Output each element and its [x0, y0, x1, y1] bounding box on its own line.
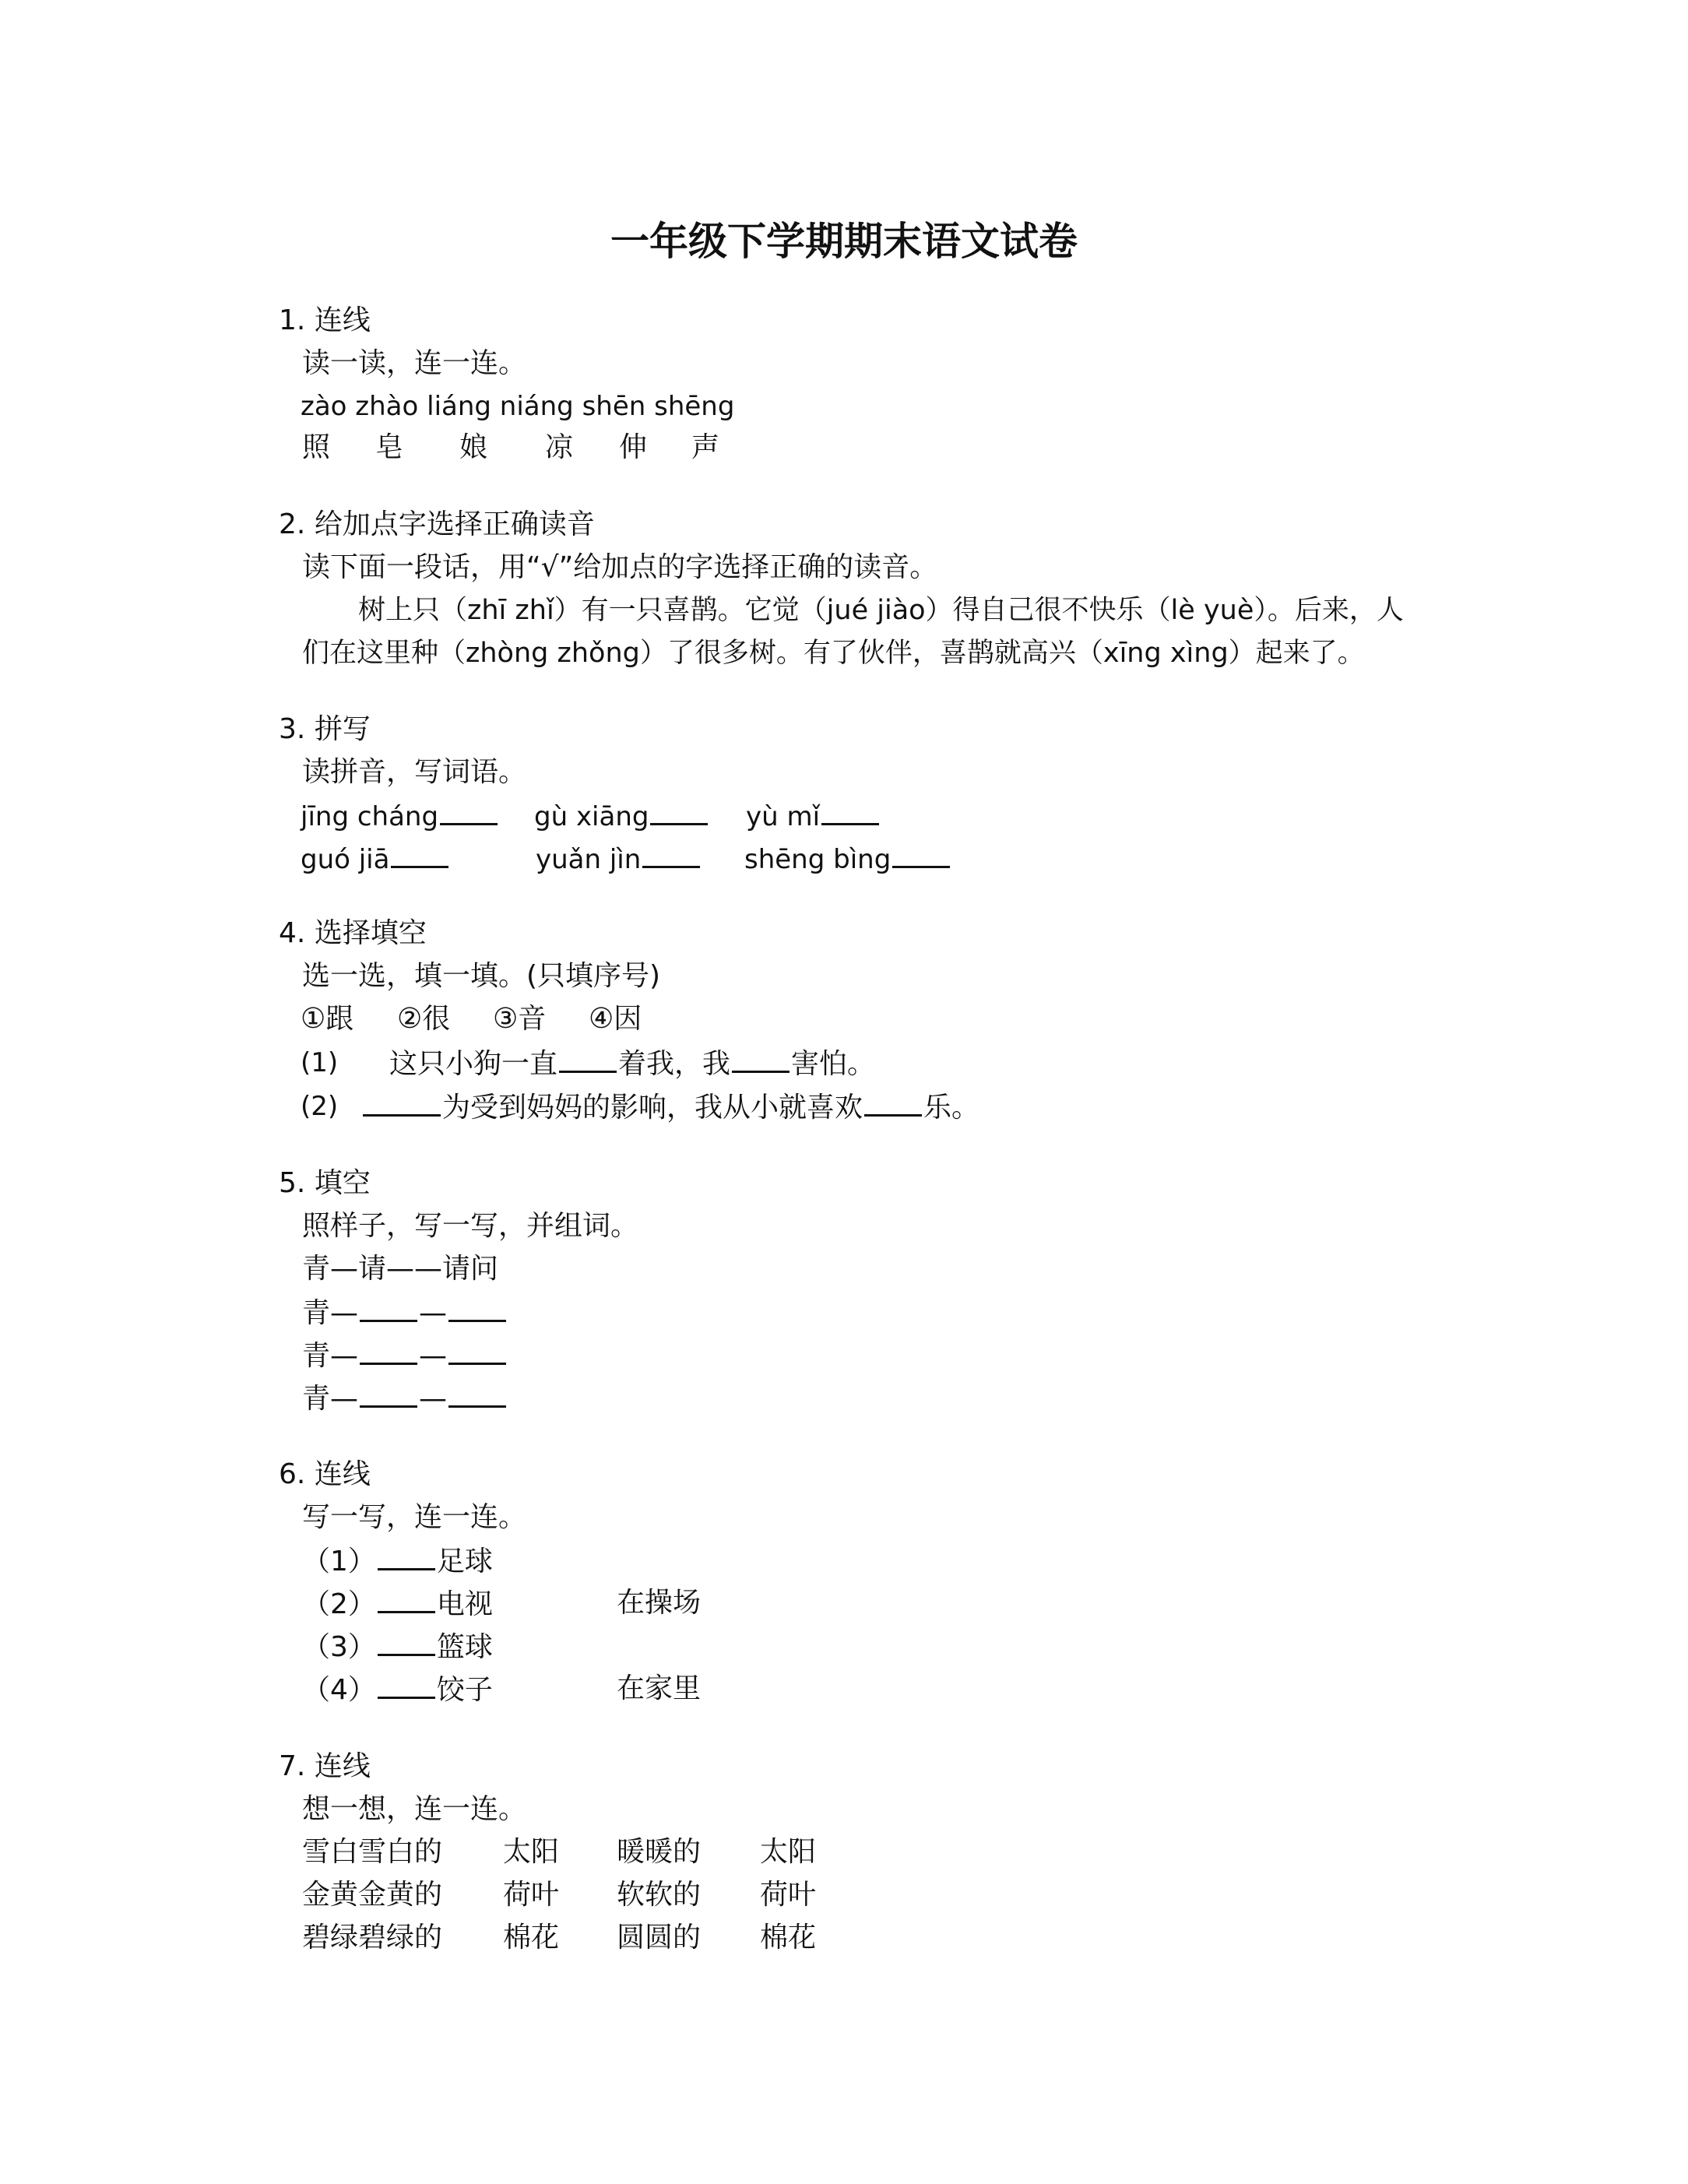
q5-heading: 填空: [314, 1167, 371, 1199]
q4-sentence-2-part-b: 乐。: [923, 1092, 980, 1124]
q3-item-5: [536, 839, 702, 878]
q6-header: [279, 1456, 371, 1493]
q6-item-4: [302, 1670, 493, 1709]
q2-heading: 给加点字选择正确读音: [314, 508, 595, 540]
q7-instruction: 想一想，连一连。: [302, 1793, 527, 1825]
q4-instruction: 选一选，填一填。(只填序号): [302, 960, 661, 992]
q1-char-2: 皂: [375, 431, 404, 463]
q4-header: [279, 915, 427, 952]
q6-item-3-blank[interactable]: [378, 1627, 435, 1656]
q4-number: 4.: [279, 917, 306, 949]
q5-line-3: [302, 1379, 508, 1418]
q7-row-2-col-1: 金黄金黄的: [302, 1879, 443, 1911]
q6-place-2: 在家里: [617, 1672, 702, 1704]
q6-item-4-blank[interactable]: [378, 1670, 435, 1699]
q5-line-3-blank-2[interactable]: [448, 1379, 506, 1408]
q4-sentence-1-part-b: 着我，我: [618, 1048, 731, 1080]
q1-char-6: 声: [691, 431, 720, 463]
q7-row-2-col-2: 荷叶: [503, 1879, 560, 1911]
q3-header: [279, 711, 371, 748]
q6-item-2: [302, 1584, 493, 1623]
q1-instruction: 读一读，连一连。: [302, 347, 527, 379]
q6-item-3-number: （3）: [302, 1631, 376, 1663]
q7-row-1-col-3: 暖暖的: [617, 1836, 702, 1868]
q7-row-3-col-4: 棉花: [760, 1922, 817, 1954]
q5-line-1-blank-1[interactable]: [360, 1293, 417, 1322]
q6-item-1: [302, 1542, 493, 1581]
q3-item-5-pinyin: yuǎn jìn: [536, 844, 642, 875]
q7-row-3-col-1: 碧绿碧绿的: [302, 1922, 443, 1954]
q4-sentence-1-blank-1[interactable]: [559, 1044, 617, 1073]
q5-line-3-dash: —: [419, 1383, 448, 1415]
q6-item-4-number: （4）: [302, 1674, 376, 1706]
q4-sentence-2: [361, 1088, 979, 1127]
q4-sentence-2-blank-1[interactable]: [363, 1088, 441, 1117]
q3-item-5-blank[interactable]: [642, 839, 700, 868]
q6-item-1-number: （1）: [302, 1546, 376, 1577]
q2-instruction: 读下面一段话，用“√”给加点的字选择正确的读音。: [302, 551, 938, 583]
q4-option-3: ③音: [493, 1003, 547, 1035]
q5-line-2: [302, 1336, 508, 1375]
q5-line-1-blank-2[interactable]: [448, 1293, 506, 1322]
q2-paragraph-line-2: 们在这里种（zhòng zhǒng）了很多树。有了伙伴，喜鹊就高兴（xīng xìng）起来了。: [302, 638, 1365, 669]
q7-number: 7.: [279, 1750, 306, 1782]
q3-item-3-blank[interactable]: [821, 797, 879, 825]
q4-sentence-1-number: (1): [301, 1047, 339, 1078]
q3-item-3-pinyin: yù mǐ: [746, 801, 821, 832]
q7-row-1-col-4: 太阳: [760, 1836, 817, 1868]
q3-item-2-blank[interactable]: [650, 797, 708, 825]
q7-row-3-col-3: 圆圆的: [617, 1922, 702, 1954]
q6-item-1-blank[interactable]: [378, 1542, 435, 1570]
q6-item-2-number: （2）: [302, 1588, 376, 1620]
q6-place-1: 在操场: [617, 1587, 702, 1619]
q3-item-6-blank[interactable]: [892, 839, 950, 868]
q3-number: 3.: [279, 713, 306, 745]
q7-row-3-col-2: 棉花: [503, 1922, 560, 1954]
q6-item-3: [302, 1627, 493, 1666]
q3-item-6: [744, 839, 951, 878]
q5-line-3-blank-1[interactable]: [360, 1379, 417, 1408]
q4-option-4: ④因: [589, 1003, 642, 1035]
q4-sentence-2-blank-2[interactable]: [864, 1088, 922, 1117]
q4-sentence-2-part-a: 为受到妈妈的影响，我从小就喜欢: [442, 1092, 863, 1124]
q2-header: [279, 506, 595, 543]
q6-heading: 连线: [314, 1458, 371, 1490]
q6-instruction: 写一写，连一连。: [302, 1501, 527, 1533]
q6-item-2-word: 电视: [436, 1588, 493, 1620]
q6-number: 6.: [279, 1458, 306, 1490]
q4-sentence-1-part-a: 这只小狗一直: [389, 1048, 558, 1080]
q1-char-5: 伸: [619, 431, 648, 463]
q5-example: 青—请——请问: [302, 1253, 499, 1285]
q3-item-3: [746, 797, 881, 835]
q4-heading: 选择填空: [314, 917, 427, 949]
q1-char-4: 凉: [545, 431, 574, 463]
q4-option-2: ②很: [397, 1003, 451, 1035]
q5-line-2-stem: 青—: [302, 1340, 359, 1372]
q1-heading: 连线: [314, 304, 371, 336]
q5-header: [279, 1165, 371, 1202]
q3-item-1: [301, 797, 499, 835]
page-title: 一年级下学期期末语文试卷: [610, 219, 1078, 264]
q3-item-6-pinyin: shēng bìng: [744, 844, 891, 875]
q7-heading: 连线: [314, 1750, 371, 1782]
q5-line-3-stem: 青—: [302, 1383, 359, 1415]
q3-heading: 拼写: [314, 713, 371, 745]
q5-line-2-blank-1[interactable]: [360, 1336, 417, 1365]
q6-item-4-word: 饺子: [436, 1674, 493, 1706]
q4-option-1: ①跟: [301, 1003, 354, 1035]
q1-char-1: 照: [302, 431, 331, 463]
q5-line-1: [302, 1293, 508, 1332]
q3-item-2: [534, 797, 709, 835]
q5-line-1-stem: 青—: [302, 1297, 359, 1329]
q5-line-2-dash: —: [419, 1340, 448, 1372]
q7-row-1-col-1: 雪白雪白的: [302, 1836, 443, 1868]
q3-instruction: 读拼音，写词语。: [302, 756, 527, 788]
q2-paragraph-line-1: 树上只（zhī zhǐ）有一只喜鹊。它觉（jué jiào）得自己很不快乐（lè yuè）。后来，人: [358, 595, 1404, 626]
q2-number: 2.: [279, 508, 306, 540]
q3-item-4: [301, 839, 450, 878]
q5-instruction: 照样子，写一写，并组词。: [302, 1210, 639, 1242]
q1-pinyin: zào zhào liáng niáng shēn shēng: [301, 391, 735, 422]
q7-row-1-col-2: 太阳: [503, 1836, 560, 1868]
q7-row-2-col-3: 软软的: [617, 1879, 702, 1911]
q4-sentence-2-number: (2): [301, 1091, 339, 1122]
q6-item-1-word: 足球: [436, 1546, 493, 1577]
q1-header: [279, 302, 371, 339]
q6-item-2-blank[interactable]: [378, 1584, 435, 1613]
q3-item-1-pinyin: jīng cháng: [301, 801, 439, 832]
q1-number: 1.: [279, 304, 306, 336]
q5-line-2-blank-2[interactable]: [448, 1336, 506, 1365]
q3-item-2-pinyin: gù xiāng: [534, 801, 649, 832]
q3-item-4-pinyin: guó jiā: [301, 844, 390, 875]
q3-item-1-blank[interactable]: [440, 797, 498, 825]
q5-line-1-dash: —: [419, 1297, 448, 1329]
q3-item-4-blank[interactable]: [391, 839, 448, 868]
q4-sentence-1-part-c: 害怕。: [791, 1048, 876, 1080]
q7-row-2-col-4: 荷叶: [760, 1879, 817, 1911]
q7-header: [279, 1748, 371, 1785]
q1-char-3: 娘: [459, 431, 488, 463]
q6-item-3-word: 篮球: [436, 1631, 493, 1663]
q4-sentence-1-blank-2[interactable]: [732, 1044, 789, 1073]
q4-sentence-1: [389, 1044, 875, 1083]
q5-number: 5.: [279, 1167, 306, 1199]
